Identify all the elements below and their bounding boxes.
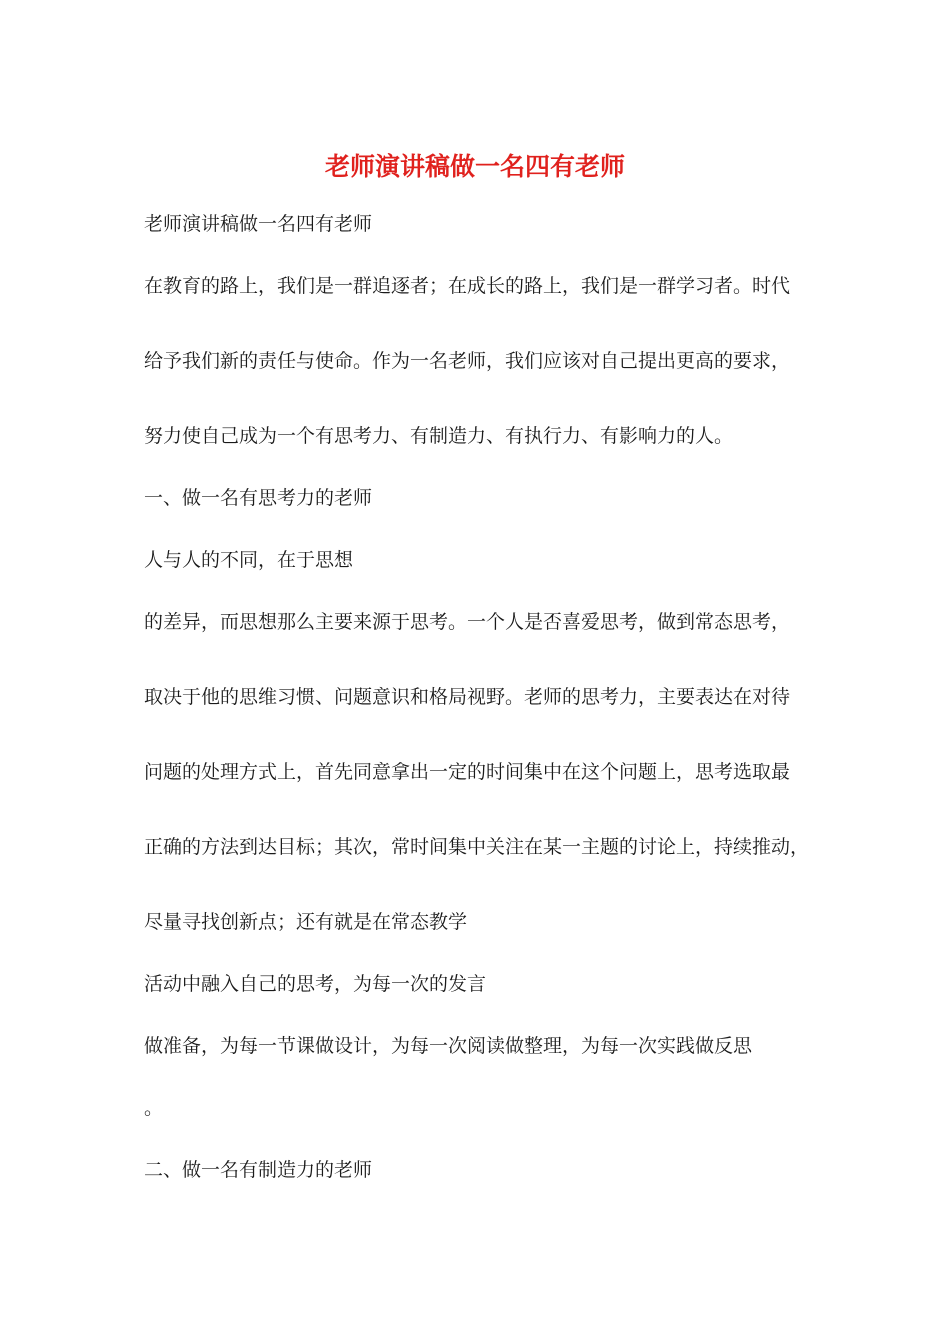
paragraph-line: 人与人的不同，在于思想 xyxy=(144,549,354,571)
paragraph-line: 正确的方法到达目标；其次，常时间集中关注在某一主题的讨论上，持续推动， xyxy=(144,836,810,858)
paragraph-line: 的差异，而思想那么主要来源于思考。一个人是否喜爱思考，做到常态思考， xyxy=(144,611,791,633)
paragraph-line: 尽量寻找创新点；还有就是在常态教学 xyxy=(144,911,468,933)
subtitle-line: 老师演讲稿做一名四有老师 xyxy=(144,213,373,235)
section-heading: 二、做一名有制造力的老师 xyxy=(144,1159,373,1181)
paragraph-line: 取决于他的思维习惯、问题意识和格局视野。老师的思考力，主要表达在对待 xyxy=(144,686,791,708)
paragraph-line: 给予我们新的责任与使命。作为一名老师，我们应该对自己提出更高的要求， xyxy=(144,350,791,372)
paragraph-line: 做准备，为每一节课做设计，为每一次阅读做整理，为每一次实践做反思 xyxy=(144,1035,753,1057)
section-heading: 一、做一名有思考力的老师 xyxy=(144,487,373,509)
document-title: 老师演讲稿做一名四有老师 xyxy=(324,152,625,181)
paragraph-line: 活动中融入自己的思考，为每一次的发言 xyxy=(144,973,487,995)
paragraph-line: 努力使自己成为一个有思考力、有制造力、有执行力、有影响力的人。 xyxy=(144,425,734,447)
paragraph-line: 问题的处理方式上，首先同意拿出一定的时间集中在这个问题上，思考选取最 xyxy=(144,761,791,783)
paragraph-line: 。 xyxy=(144,1097,164,1119)
paragraph-line: 在教育的路上，我们是一群追逐者；在成长的路上，我们是一群学习者。时代 xyxy=(144,275,791,297)
